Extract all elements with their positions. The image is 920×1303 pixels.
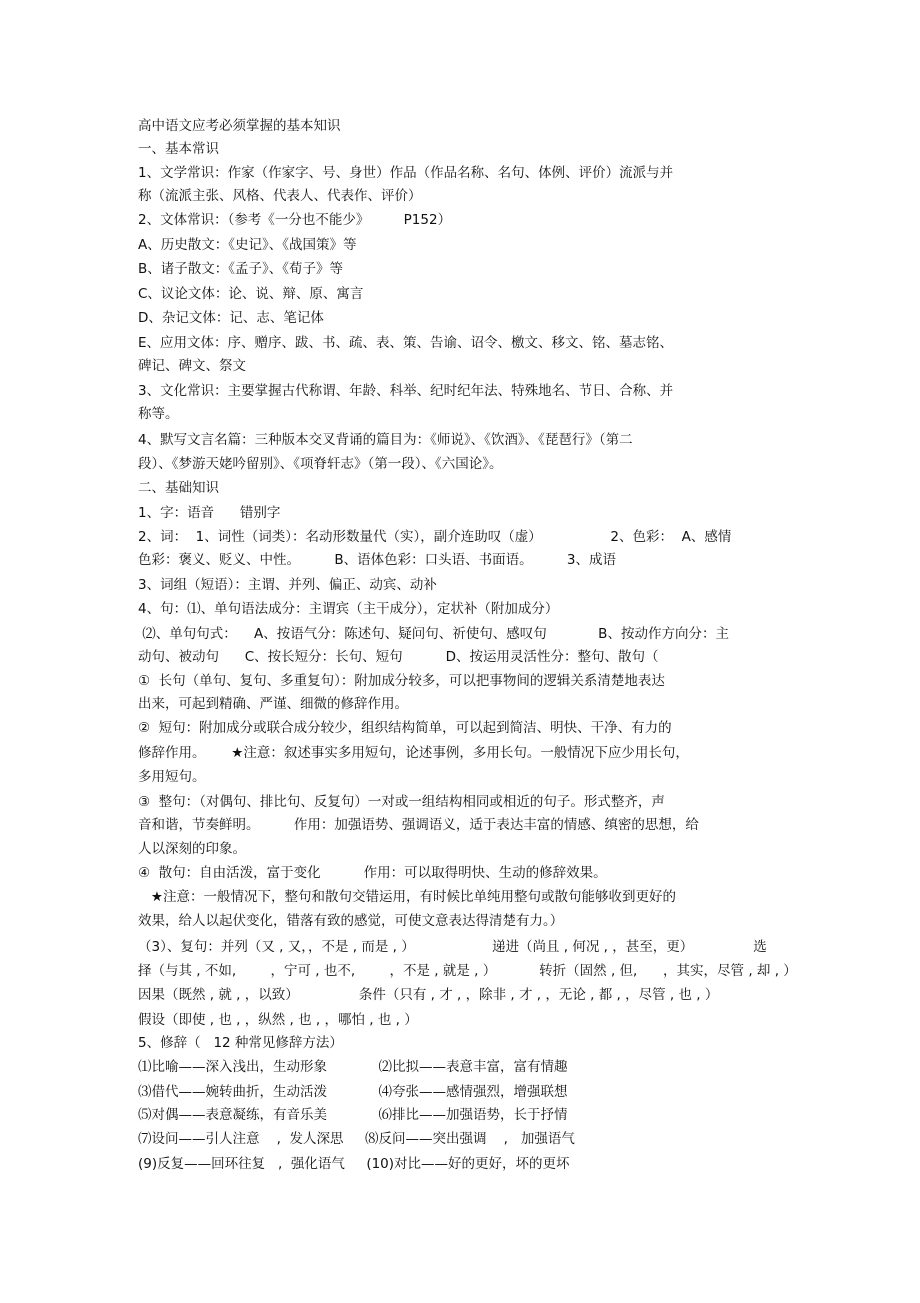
doc-line: 多用短句。 — [138, 769, 206, 785]
rhetoric-row: ⑺设问——引人注意 , 发人深思 ⑻反问——突出强调 , 加强语气 — [138, 1131, 575, 1147]
doc-line: 3、词组（短语）：主谓、并列、偏正、动宾、动补 — [138, 577, 437, 593]
rhetoric-row: (9)反复——回环往复 , 强化语气 (10)对比——好的更好，坏的更坏 — [138, 1156, 570, 1172]
doc-line: 3、文化常识：主要掌握古代称谓、年龄、科举、纪时纪年法、特殊地名、节日、合称、并 — [138, 383, 674, 399]
doc-line: ⑵、单句句式： A、按语气分：陈述句、疑问句、祈使句、感叹句 B、按动作方向分：主 — [138, 626, 729, 642]
doc-line: 音和谐，节奏鲜明。 作用：加强语势、强调语义，适于表达丰富的情感、缜密的思想，给 — [138, 817, 699, 833]
doc-line: ① 长句（单句、复句、多重复句）：附加成分较多，可以把事物间的逻辑关系清楚地表达 — [138, 673, 665, 689]
doc-line: B、诸子散文：《孟子》、《荀子》等 — [138, 261, 344, 277]
doc-line: ★注意：一般情况下，整句和散句交错运用，有时候比单纯用整句或散句能够收到更好的 — [138, 889, 676, 905]
doc-line: 修辞作用。 ★注意：叙述事实多用短句，论述事例，多用长句。一般情况下应少用长句， — [138, 745, 689, 761]
doc-title: 高中语文应考必须掌握的基本知识 — [138, 118, 341, 134]
doc-line: E、应用文体：序、赠序、跋、书、疏、表、策、告谕、诏令、檄文、移文、铭、墓志铭、 — [138, 335, 674, 351]
doc-line: C、议论文体：论、说、辩、原、寓言 — [138, 286, 364, 302]
doc-line: 段）、《梦游天姥吟留别》、《项脊轩志》（第一段）、《六国论》。 — [138, 456, 503, 472]
rhetoric-row: ⑶借代——婉转曲折，生动活泼 ⑷夸张——感情强烈，增强联想 — [138, 1084, 568, 1100]
doc-line: D、杂记文体：记、志、笔记体 — [138, 310, 324, 326]
doc-line: 动句、被动句 C、按长短分：长句、短句 D、按运用灵活性分：整句、散句（ — [138, 649, 659, 665]
doc-line: 出来，可起到精确、严谨、细微的修辞作用。 — [138, 696, 408, 712]
doc-line: 人以深刻的印象。 — [138, 841, 246, 857]
rhetoric-row: ⑴比喻——深入浅出，生动形象 ⑵比拟——表意丰富，富有情趣 — [138, 1059, 568, 1075]
doc-line: 碑记、碑文、祭文 — [138, 358, 246, 374]
doc-line: 5、修辞（ 12 种常见修辞方法） — [138, 1035, 343, 1051]
doc-line: 2、文体常识：（参考《一分也不能少》 P152） — [138, 212, 452, 228]
doc-line: ② 短句：附加成分或联合成分较少，组织结构简单，可以起到简洁、明快、干净、有力的 — [138, 720, 672, 736]
doc-line: 效果，给人以起伏变化，错落有致的感觉，可使文意表达得清楚有力。） — [138, 913, 564, 929]
doc-line: 色彩：褒义、贬义、中性。 B、语体色彩：口头语、书面语。 3、成语 — [138, 552, 617, 568]
doc-line: A、历史散文：《史记》、《战国策》等 — [138, 237, 357, 253]
doc-line: 因果（既然 , 就 , ，以致） 条件（只有 , 才 , ，除非 , 才 , ，无论 , 都 , ，尽管 , 也 , ） — [138, 987, 719, 1003]
doc-line: 1、字：语音 错别字 — [138, 505, 281, 521]
doc-line: （3）、复句：并列（又 , 又，，不是 , 而是 , ） 递进（尚且 , 何况 , ，甚至，更） 选 — [138, 939, 767, 955]
doc-line: 择（与其 , 不如, ，宁可 , 也不, ，不是 , 就是 , ） 转折（固然 , 但, ，其实，尽管 , 却 , ） — [138, 963, 797, 979]
section-heading: 二、基础知识 — [138, 480, 219, 496]
doc-line: 2、词： 1、词性（词类）：名动形数量代（实），副介连助叹（虚） 2、色彩： A、感情 — [138, 529, 732, 545]
doc-line: 假设（即使 , 也 , ，纵然 , 也 , ，哪怕 , 也 , ） — [138, 1012, 418, 1028]
rhetoric-row: ⑸对偶——表意凝练，有音乐美 ⑹排比——加强语势，长于抒情 — [138, 1107, 568, 1123]
doc-line: 称等。 — [138, 406, 179, 422]
doc-line: 1、文学常识：作家（作家字、号、身世）作品（作品名称、名句、体例、评价）流派与并 — [138, 165, 674, 181]
doc-line: ③ 整句：（对偶句、排比句、反复句）一对或一组结构相同或相近的句子。形式整齐，声 — [138, 794, 665, 810]
doc-line: 一、基本常识 — [138, 141, 219, 157]
doc-line: 4、默写文言名篇：三种版本交叉背诵的篇目为：《师说》、《饮酒》、《琵琶行》（第二 — [138, 432, 633, 448]
doc-line: 4、句：⑴、单句语法成分：主谓宾（主干成分），定状补（附加成分） — [138, 601, 559, 617]
doc-line: ④ 散句：自由活泼，富于变化 作用：可以取得明快、生动的修辞效果。 — [138, 865, 607, 881]
doc-line: 称（流派主张、风格、代表人、代表作、评价） — [138, 188, 422, 204]
